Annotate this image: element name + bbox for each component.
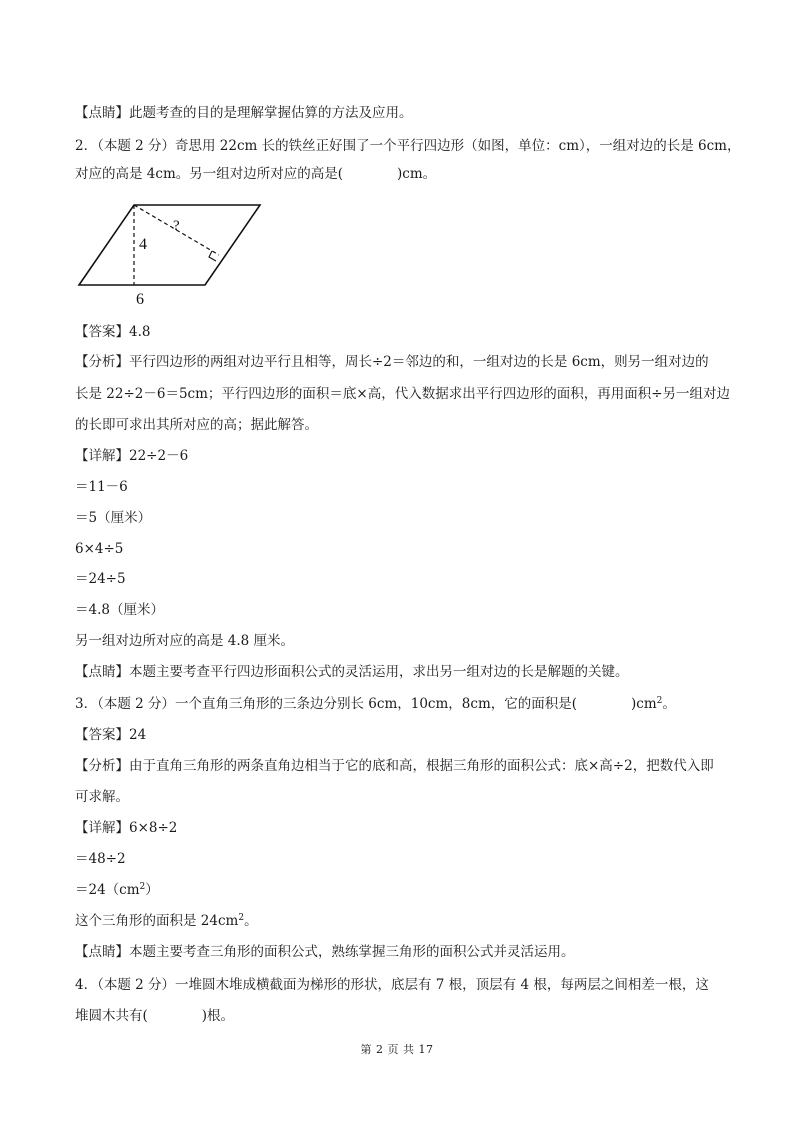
- answer-line: 【答案】24: [75, 727, 147, 743]
- answer-line: 【答案】4.8: [75, 324, 151, 340]
- conclusion-end: 。: [244, 913, 258, 929]
- parallelogram-shape: [79, 205, 260, 285]
- question-4-line-1: 4．（本题 2 分）一堆圆木堆成横截面为梯形的形状，底层有 7 根，顶层有 4 根，每两层之间相差一根，这: [75, 977, 709, 993]
- question-4-line-2: 堆圆木共有( )根。: [75, 1008, 235, 1024]
- base-label: 6: [136, 291, 144, 308]
- detail-line: 6×4÷5: [75, 541, 124, 557]
- superscript: 2: [139, 882, 146, 892]
- detail-end: ）: [145, 882, 159, 898]
- detail-line: ＝4.8（厘米）: [75, 602, 164, 618]
- question-3-end: 。: [662, 696, 676, 712]
- detail-line: 【详解】6×8÷2: [75, 820, 178, 836]
- key-point-line: 【点睛】本题主要考查平行四边形面积公式的灵活运用，求出另一组对边的长是解题的关键。: [75, 664, 629, 680]
- detail-line: 【详解】22÷2－6: [75, 448, 189, 464]
- height-label: 4: [139, 236, 147, 253]
- question-2-line-2: 对应的高是 4cm。另一组对边所对应的高是( )cm。: [75, 166, 437, 182]
- analysis-line-3: 的长即可求出其所对应的高；据此解答。: [75, 417, 318, 433]
- superscript: 2: [656, 696, 663, 706]
- parallelogram-diagram: [75, 200, 275, 308]
- text-line: 【点睛】此题考查的目的是理解掌握估算的方法及应用。: [75, 105, 413, 121]
- detail-line: ＝24÷5: [75, 571, 126, 587]
- question-3-line: [75, 694, 725, 714]
- superscript: 2: [238, 913, 245, 923]
- detail-line: ＝5（厘米）: [75, 510, 152, 526]
- question-3-text: 3．（本题 2 分）一个直角三角形的三条边分别长 6cm，10cm，8cm，它的面积是( )cm: [75, 696, 657, 712]
- key-point-line: 【点睛】本题主要考查三角形的面积公式，熟练掌握三角形的面积公式并灵活运用。: [75, 944, 575, 960]
- analysis-line-1: 【分析】由于直角三角形的两条直角边相当于它的底和高，根据三角形的面积公式：底×高÷2，把数代入即: [75, 758, 714, 774]
- question-2-line-1: 2．（本题 2 分）奇思用 22cm 长的铁丝正好围了一个平行四边形（如图，单位：cm），一组对边的长是 6cm，: [75, 138, 741, 154]
- conclusion-text: 这个三角形的面积是 24cm: [75, 913, 239, 929]
- analysis-line-2: 长是 22÷2－6＝5cm；平行四边形的面积＝底×高，代入数据求出平行四边形的面积，再用面积÷另一组对边: [75, 386, 731, 402]
- page-footer: 第 2 页 共 17: [360, 1043, 434, 1056]
- parallelogram-figure: [75, 200, 275, 312]
- detail-line: [75, 880, 725, 900]
- detail-line: ＝48÷2: [75, 851, 126, 867]
- analysis-line-2: 可求解。: [75, 789, 129, 805]
- conclusion-line: [75, 911, 725, 931]
- unknown-height-label: ?: [173, 218, 180, 234]
- detail-text: ＝24（cm: [75, 882, 140, 898]
- conclusion-line: 另一组对边所对应的高是 4.8 厘米。: [75, 633, 295, 649]
- detail-line: ＝11－6: [75, 479, 128, 495]
- analysis-line-1: 【分析】平行四边形的两组对边平行且相等，周长÷2＝邻边的和，一组对边的长是 6cm，则另一组对边的: [75, 354, 709, 370]
